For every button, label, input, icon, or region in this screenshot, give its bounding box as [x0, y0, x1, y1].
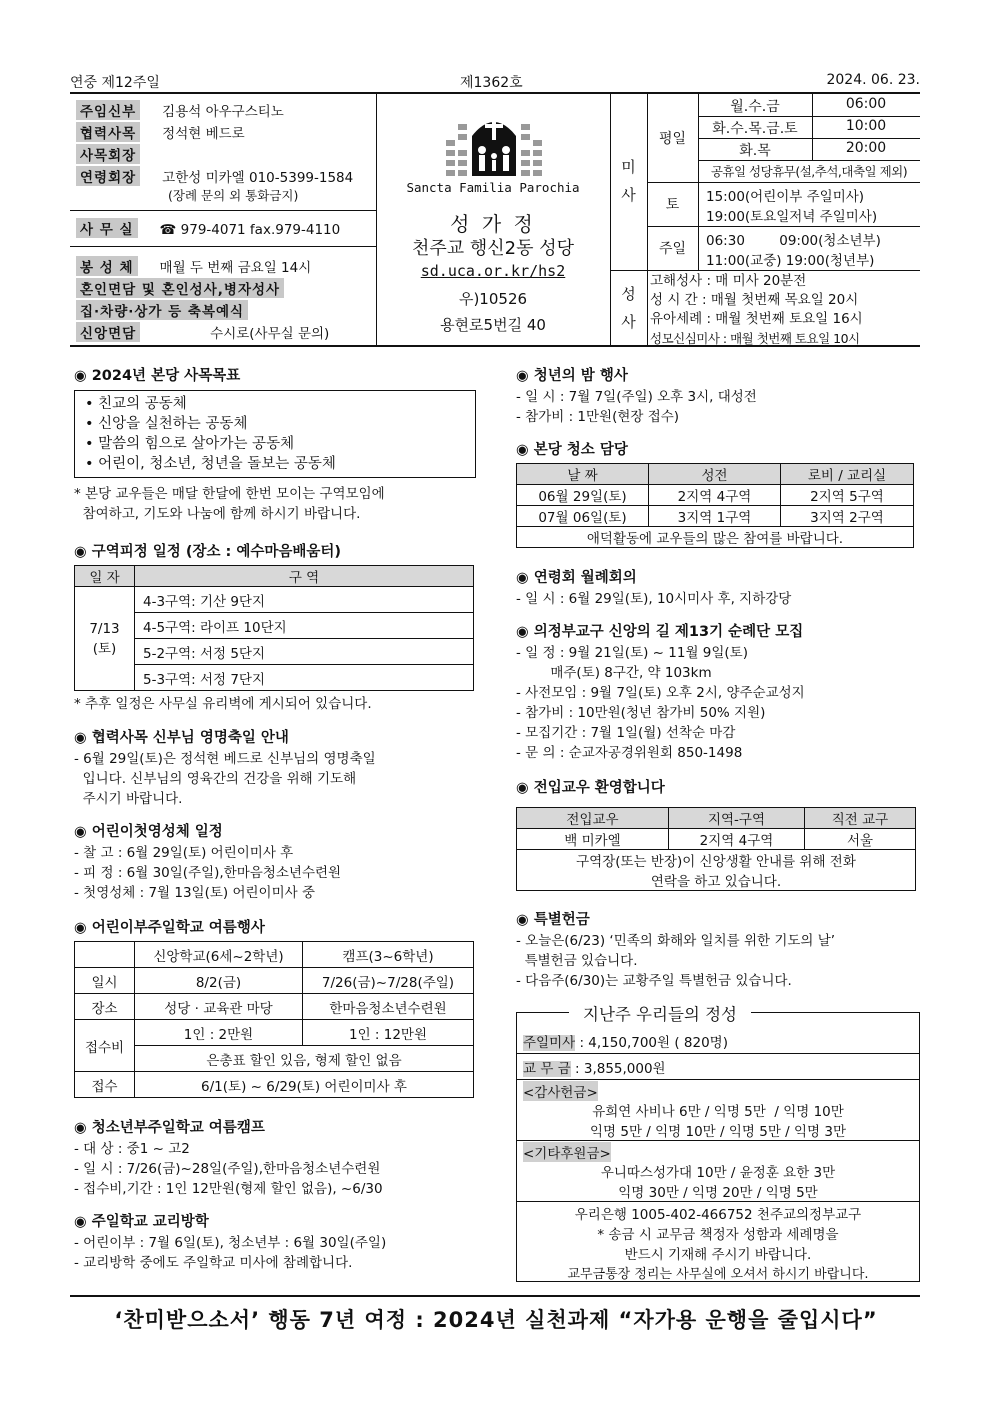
retreat-section — [74, 540, 474, 714]
goals-box — [74, 390, 476, 478]
welcome-section — [516, 776, 916, 891]
sunday-mass-2: 11:00(교중) 19:00(청년부) — [706, 253, 875, 269]
union-note: (장례 문의 외 통화금지) — [168, 188, 299, 203]
summer-row-label: 일시 — [75, 968, 135, 994]
union-meeting-section — [516, 566, 791, 609]
priest-label: 주임신부 — [76, 100, 140, 120]
summer-header-camp: 캠프(3~6학년) — [303, 942, 474, 968]
other-label: <기타후원금> — [523, 1142, 611, 1162]
parish-full-name: 천주교 행신2동 성당 — [412, 238, 574, 259]
thanks-line-2: 익명 5만 / 익명 10만 / 익명 5만 / 익명 3만 — [590, 1124, 846, 1140]
pilgrim-line-1: - 일 정 : 9월 21일(토) ~ 11월 9일(토) — [516, 645, 748, 661]
summer-section — [74, 916, 474, 1098]
bank-note-1: * 송금 시 교무금 책정자 성함과 세례명을 — [597, 1227, 839, 1243]
marriage-label: 혼인면담 및 혼인성사,병자성사 — [76, 278, 284, 298]
assoc-label: 협력사목 — [76, 122, 140, 142]
cleaning-header: 날 짜 — [517, 464, 649, 485]
cleaning-cell: 07월 06일(토) — [517, 506, 649, 527]
thanks-label: <감사헌금> — [523, 1081, 598, 1101]
goal-item: • 친교의 공동체 — [85, 396, 187, 412]
offering-sunday: 주일미사 : 4,150,700원 ( 820명) — [523, 1035, 728, 1051]
cleaning-section — [516, 438, 914, 548]
parish-name: 성 가 정 — [450, 212, 536, 236]
blessing-schedule: 매월 두 번째 금요일 14시 — [159, 260, 312, 276]
union-meeting-title: ◉ 연령회 월례회의 — [516, 570, 637, 586]
cleaning-cell: 2지역 5구역 — [781, 485, 914, 506]
youth-section — [74, 1116, 383, 1199]
cleaning-cell: 2지역 4구역 — [649, 485, 781, 506]
welcome-header: 직전 교구 — [805, 808, 916, 829]
thanks-line-1: 유희연 사비나 6만 / 익명 5만 / 익명 10만 — [592, 1104, 844, 1120]
summer-row-label: 접수비 — [75, 1020, 135, 1072]
pilgrim-line-6: - 문 의 : 순교자공경위원회 850-1498 — [516, 745, 743, 761]
goal-item: • 어린이, 청소년, 청년을 돌보는 공동체 — [85, 456, 336, 472]
saturday-label: 토 — [665, 197, 680, 213]
pilgrim-line-2: 매주(토) 8구간, 약 103km — [516, 665, 712, 681]
retreat-row: 5-3구역: 서정 7단지 — [135, 665, 474, 691]
parish-latin-name: Sancta Familia Parochia — [406, 180, 580, 195]
communion-line-3: - 첫영성체 : 7월 13일(토) 어린이미사 중 — [74, 885, 316, 901]
offering-title: 지난주 우리들의 정성 — [569, 1001, 751, 1025]
mass-section-label: 미 사 — [619, 158, 637, 206]
union-label: 연령회장 — [76, 166, 140, 186]
youth-title: ◉ 청소년부주일학교 여름캠프 — [74, 1120, 265, 1136]
pilgrim-title: ◉ 의정부교구 신앙의 길 제13기 순례단 모집 — [516, 624, 804, 640]
parish-address: 용현로5번길 40 — [440, 316, 546, 334]
bank-account: 우리은행 1005-402-466752 천주교의정부교구 — [574, 1207, 862, 1223]
cleaning-title: ◉ 본당 청소 담당 — [516, 442, 628, 458]
masthead — [70, 92, 920, 347]
holiday-note: 공휴일 성당휴무(설,추석,대축일 제외) — [710, 164, 908, 179]
cleaning-cell: 3지역 1구역 — [649, 506, 781, 527]
feast-line-3: 주시기 바랍니다. — [74, 791, 183, 807]
special-line-2: 특별헌금 있습니다. — [516, 953, 638, 969]
summer-cell: 은총표 할인 있음, 형제 할인 없음 — [135, 1046, 474, 1072]
retreat-row: 4-3구역: 기산 9단지 — [135, 587, 474, 613]
sunday-label: 주일 — [658, 241, 687, 257]
feast-line-1: - 6월 29일(토)은 정석현 베드로 신부님의 영명축일 — [74, 751, 376, 767]
weekday-time-2: 10:00 — [845, 118, 887, 134]
summer-cell: 8/2(금) — [135, 968, 303, 994]
summer-row-label: 장소 — [75, 994, 135, 1020]
summer-cell: 1인 : 12만원 — [303, 1020, 474, 1046]
parish-logo — [442, 106, 546, 182]
saturday-mass-2: 19:00(토요일저녁 주일미사) — [706, 209, 878, 225]
communion-title: ◉ 어린이첫영성체 일정 — [74, 824, 223, 840]
retreat-date: 7/13 (토) — [75, 587, 135, 691]
other-line-2: 익명 30만 / 익명 20만 / 익명 5만 — [618, 1185, 818, 1201]
youth-line-2: - 일 시 : 7/26(금)~28일(주일),한마음청소년수련원 — [74, 1161, 381, 1177]
summer-cell: 1인 : 2만원 — [135, 1020, 303, 1046]
retreat-table — [74, 565, 474, 691]
goals-section — [74, 364, 476, 524]
issue-date: 2024. 06. 23. — [826, 72, 920, 88]
office-phone: ☎ 979-4071 fax.979-4110 — [159, 222, 341, 238]
vacation-section — [74, 1210, 386, 1273]
special-offering-section — [516, 908, 835, 991]
retreat-row: 5-2구역: 서정 5단지 — [135, 639, 474, 665]
sunday-mass-1: 06:30 09:00(청소년부) — [706, 233, 881, 249]
welcome-header: 전입교우 — [517, 808, 669, 829]
welcome-table — [516, 807, 916, 891]
goal-item: • 신앙을 실천하는 공동체 — [85, 416, 248, 432]
priest-name: 김용석 아우구스티노 — [162, 104, 284, 120]
week-label: 연중 제12주일 — [70, 75, 160, 91]
cleaning-table — [516, 463, 914, 548]
feast-title: ◉ 협력사목 신부님 영명축일 안내 — [74, 730, 289, 746]
summer-cell: 성당 · 교육관 마당 — [135, 994, 303, 1020]
sacrament-schedule — [650, 272, 863, 348]
pilgrim-line-3: - 사전모임 : 9월 7일(토) 오후 2시, 양주순교성지 — [516, 685, 805, 701]
pilgrim-section — [516, 620, 805, 763]
young-line-2: - 참가비 : 1만원(현장 접수) — [516, 409, 680, 425]
footer-divider — [70, 1295, 920, 1297]
cleaning-cell: 06월 29일(토) — [517, 485, 649, 506]
pilgrim-line-5: - 모집기간 : 7월 1일(월) 선착순 마감 — [516, 725, 736, 741]
cleaning-cell: 3지역 2구역 — [781, 506, 914, 527]
feast-section — [74, 726, 376, 809]
council-label: 사목회장 — [76, 144, 140, 164]
faith-label: 신앙면담 — [76, 322, 140, 342]
infant-baptism: 유아세례 : 매월 첫번째 토요일 16시 — [650, 311, 863, 327]
young-adult-section — [516, 364, 757, 427]
offering-box — [516, 1005, 920, 1282]
weekday-days-1: 월.수.금 — [730, 99, 780, 115]
vacation-title: ◉ 주일학교 교리방학 — [74, 1214, 209, 1230]
communion-line-1: - 찰 고 : 6월 29일(토) 어린이미사 후 — [74, 845, 294, 861]
communion-section — [74, 820, 341, 903]
weekday-time-1: 06:00 — [845, 96, 887, 112]
cleaning-header: 로비 / 교리실 — [781, 464, 914, 485]
goals-title: ◉ 2024년 본당 사목목표 — [74, 368, 241, 384]
welcome-note: 구역장(또는 반장)이 신앙생활 안내를 위해 전화 연락을 하고 있습니다. — [517, 850, 916, 891]
vacation-line-2: - 교리방학 중에도 주일학교 미사에 참례합니다. — [74, 1255, 353, 1271]
saturday-mass-1: 15:00(어린이부 주일미사) — [706, 189, 865, 205]
weekday-time-3: 20:00 — [845, 140, 887, 156]
cleaning-note: 애덕활동에 교우들의 많은 참여를 바랍니다. — [517, 527, 914, 548]
cleaning-header: 성전 — [649, 464, 781, 485]
summer-cell: 한마음청소년수련원 — [303, 994, 474, 1020]
parish-url[interactable]: sd.uca.or.kr/hs2 — [420, 262, 566, 280]
bank-note-3: 교무금통장 정리는 사무실에 오셔서 하시기 바랍니다. — [567, 1267, 869, 1282]
house-blessing-label: 집·차량·상가 등 축복예식 — [76, 300, 248, 320]
pilgrim-line-4: - 참가비 : 10만원(청년 참가비 50% 지원) — [516, 705, 766, 721]
youth-line-1: - 대 상 : 중1 ~ 고2 — [74, 1141, 190, 1157]
marian-mass: 성모신심미사 : 매월 첫번째 토요일 10시 — [650, 331, 860, 346]
goal-item: • 말씀의 힘으로 살아가는 공동체 — [85, 436, 295, 452]
young-line-1: - 일 시 : 7월 7일(주일) 오후 3시, 대성전 — [516, 389, 757, 405]
weekday-days-3: 화.목 — [739, 143, 771, 159]
bank-note-2: 반드시 기재해 주시기 바랍니다. — [624, 1247, 812, 1263]
issue-number: 제1362호 — [460, 75, 523, 91]
welcome-cell: 서울 — [805, 829, 916, 850]
confession-time: 고해성사 : 매 미사 20분전 — [650, 273, 807, 289]
parish-zip: 우)10526 — [458, 290, 528, 308]
retreat-header-date: 일 자 — [75, 566, 135, 587]
welcome-header: 지역-구역 — [669, 808, 805, 829]
summer-cell: 6/1(토) ~ 6/29(토) 어린이미사 후 — [135, 1072, 474, 1098]
summer-row-label: 접수 — [75, 1072, 135, 1098]
holy-hour: 성 시 간 : 매월 첫번째 목요일 20시 — [650, 292, 859, 308]
summer-cell: 7/26(금)~7/28(주일) — [303, 968, 474, 994]
weekday-label: 평일 — [658, 131, 687, 147]
footer-slogan: ‘찬미받으소서’ 행동 7년 여정 : 2024년 실천과제 “자가용 운행을 줄입시다” — [114, 1308, 878, 1332]
special-line-3: - 다음주(6/30)는 교황주일 특별헌금 있습니다. — [516, 973, 792, 989]
union-contact: 고한성 미카엘 010-5399-1584 — [162, 170, 354, 186]
youth-line-3: - 접수비,기간 : 1인 12만원(형제 할인 없음), ~6/30 — [74, 1181, 383, 1197]
summer-title: ◉ 어린이부주일학교 여름행사 — [74, 920, 265, 936]
other-line-1: 우니따스성가대 10만 / 윤정훈 요한 3만 — [600, 1165, 836, 1181]
sacrament-section-label: 성 사 — [619, 286, 637, 333]
young-title: ◉ 청년의 밤 행사 — [516, 368, 628, 384]
faith-note: 수시로(사무실 문의) — [210, 326, 330, 342]
vacation-line-1: - 어린이부 : 7월 6일(토), 청소년부 : 6월 30일(주일) — [74, 1235, 387, 1251]
goals-note-1: * 본당 교우들은 매달 한달에 한번 모이는 구역모임에 — [74, 486, 385, 502]
assoc-name: 정석현 베드로 — [162, 126, 245, 142]
blessing-label: 봉 성 체 — [76, 256, 138, 276]
welcome-cell: 백 미카엘 — [517, 829, 669, 850]
office-label: 사 무 실 — [76, 218, 138, 238]
retreat-row: 4-5구역: 라이프 10단지 — [135, 613, 474, 639]
offering-tithe: 교 무 금 : 3,855,000원 — [523, 1061, 666, 1077]
retreat-title: ◉ 구역피정 일정 (장소 : 예수마음배움터) — [74, 544, 342, 560]
retreat-note: * 추후 일정은 사무실 유리벽에 게시되어 있습니다. — [74, 696, 372, 712]
retreat-header-area: 구 역 — [135, 566, 474, 587]
summer-header-school: 신앙학교(6세~2학년) — [135, 942, 303, 968]
union-meeting-line: - 일 시 : 6월 29일(토), 10시미사 후, 지하강당 — [516, 591, 792, 607]
special-title: ◉ 특별헌금 — [516, 912, 590, 928]
goals-note-2: 참여하고, 기도와 나눔에 함께 하시기 바랍니다. — [74, 506, 361, 522]
special-line-1: - 오늘은(6/23) ‘민족의 화해와 일치를 위한 기도의 날’ — [516, 933, 836, 949]
weekday-days-2: 화.수.목.금.토 — [712, 121, 798, 137]
feast-line-2: 입니다. 신부님의 영육간의 건강을 위해 기도해 — [74, 771, 357, 787]
summer-table — [74, 941, 474, 1098]
welcome-title: ◉ 전입교우 환영합니다 — [516, 780, 665, 796]
welcome-cell: 2지역 4구역 — [669, 829, 805, 850]
communion-line-2: - 피 정 : 6월 30일(주일),한마음청소년수련원 — [74, 865, 342, 881]
